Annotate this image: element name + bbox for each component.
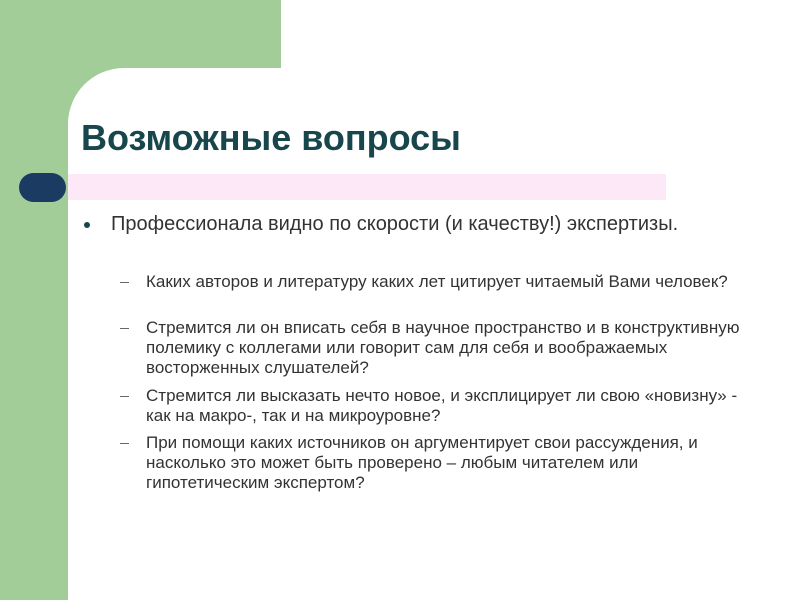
sub-bullet-text: При помощи каких источников он аргументирует свои рассуждения, и насколько это может быть проверено – любым читателем или гипотетическим экспертом? <box>146 433 698 492</box>
dash-bullet-icon <box>120 443 129 444</box>
sub-bullet-text: Стремится ли высказать нечто новое, и эксплицирует ли свою «новизну» - как на макро-, так и на микроуровне? <box>146 386 738 425</box>
sub-bullet-text: Каких авторов и литературу каких лет цитирует читаемый Вами человек? <box>146 272 728 291</box>
dash-bullet-icon <box>120 282 129 283</box>
dash-bullet-icon <box>120 396 129 397</box>
dash-bullet-icon <box>120 328 129 329</box>
main-bullet-text: Профессионала видно по скорости (и качеству!) экспертизы. <box>111 213 679 235</box>
bullet-dot-icon <box>84 222 90 228</box>
slide-title: Возможные вопросы <box>81 117 461 158</box>
sub-bullet-text: Стремится ли он вписать себя в научное пространство и в конструктивную полемику с коллегами или говорит сам для себя и воображаемых восторженных слушателей? <box>146 318 740 377</box>
